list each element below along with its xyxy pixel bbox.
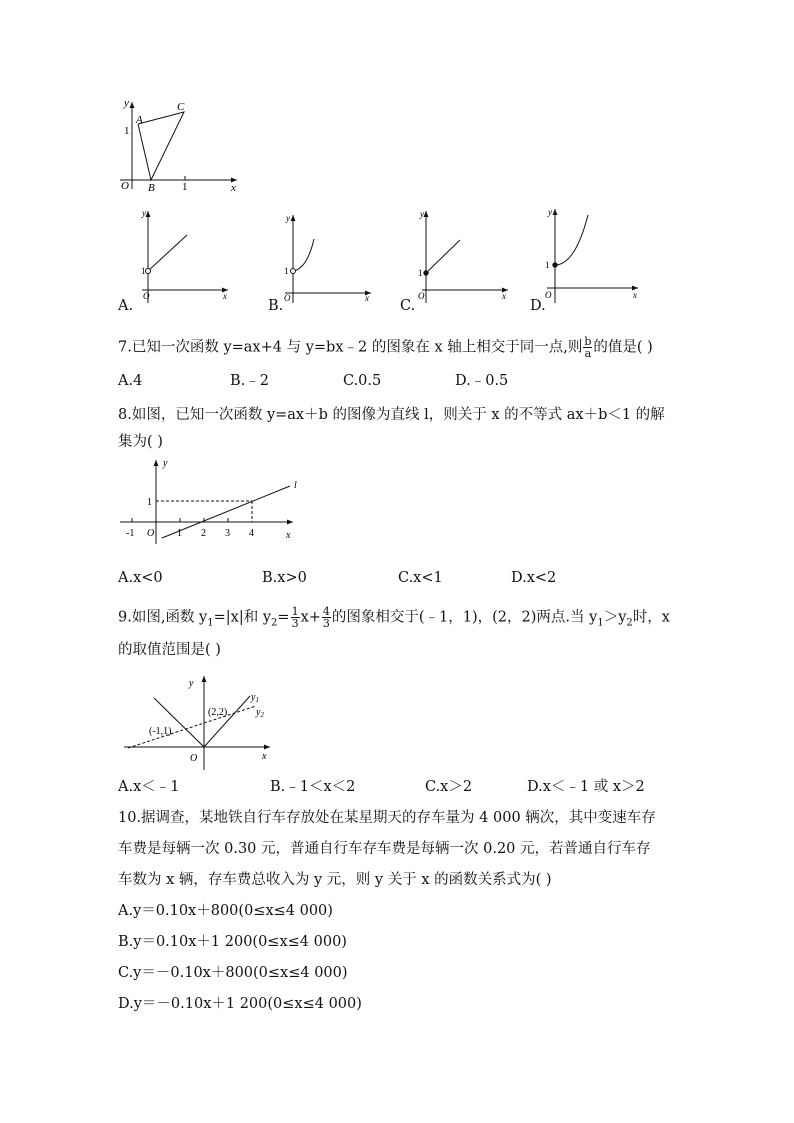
svg-text:x: x (365, 293, 369, 303)
q8-option-a: A.x<0 (118, 570, 163, 586)
point-a-label: A (136, 114, 143, 126)
svg-text:(-1,1): (-1,1) (149, 726, 172, 737)
q7-option-b: B.﹣2 (230, 373, 269, 389)
q7-option-a: A.4 (118, 373, 143, 389)
tick-y-1: 1 (124, 125, 130, 137)
q6-options (118, 205, 658, 315)
q10-option-b: B.y＝0.10x＋1 200(0≤x≤4 000) (118, 934, 347, 950)
svg-text:x: x (502, 291, 506, 301)
q8-stem-line1: 8.如图，已知一次函数 y=ax＋b 的图像为直线 l，则关于 x 的不等式 ax＋b＜1 的解 (118, 407, 665, 423)
q7-stem: 7.已知一次函数 y=ax+4 与 y=bx﹣2 的图象在 x 轴上相交于同一点,则 $\frac{b}{a}$ 的值是( ) (118, 335, 653, 360)
q9-option-a: A.x＜﹣1 (118, 779, 180, 795)
q10-option-c: C.y＝－0.10x＋800(0≤x≤4 000) (118, 965, 348, 981)
point-c-label: C (177, 101, 185, 113)
option-a-graph (138, 205, 233, 305)
q7-option-d: D.﹣0.5 (455, 373, 509, 389)
svg-text:1: 1 (284, 266, 289, 276)
option-b-graph (281, 205, 376, 305)
q8-option-d: D.x<2 (511, 570, 557, 586)
svg-text:x: x (223, 291, 227, 301)
svg-text:O: O (284, 293, 291, 303)
q8-option-c: C.x<1 (398, 570, 443, 586)
triangle-figure (112, 94, 247, 194)
q8-option-b: B.x>0 (262, 570, 307, 586)
svg-text:x: x (262, 751, 267, 762)
q7-fraction: $\frac{b}{a}$ (584, 335, 592, 360)
q10-stem-line3: 车数为 x 辆，存车费总收入为 y 元，则 y 关于 x 的函数关系式为( ) (118, 872, 552, 888)
q8-graph (118, 456, 303, 551)
tick-x-1: 1 (182, 181, 188, 193)
svg-text:O: O (545, 290, 552, 300)
q7-option-c: C.0.5 (343, 373, 382, 389)
svg-text:y: y (548, 207, 552, 217)
svg-text:(2,2): (2,2) (208, 707, 228, 718)
q9-option-d: D.x＜﹣1 或 x＞2 (527, 779, 645, 795)
svg-text:3: 3 (225, 528, 230, 539)
svg-text:O: O (147, 528, 155, 539)
svg-text:O: O (418, 291, 425, 301)
svg-text:4: 4 (249, 528, 254, 539)
axis-x-label: x (231, 182, 236, 194)
q10-option-d: D.y＝－0.10x＋1 200(0≤x≤4 000) (118, 996, 362, 1012)
svg-text:1: 1 (141, 266, 146, 276)
svg-text:O: O (190, 753, 198, 764)
svg-text:1: 1 (418, 268, 423, 278)
svg-text:y: y (163, 458, 168, 469)
svg-text:y: y (286, 213, 290, 223)
q9-stem-line1: 9.如图,函数 $y_1=|x|$和 $y_2=$ $\frac{1}{3}$ x+ $\frac{4}{3}$ 的图象相交于(﹣1，1)，(2，2)两点.当 $y_1>y_2$时，x (118, 605, 670, 630)
svg-text:y1: $y_1$ (251, 692, 259, 704)
origin-label: O (121, 180, 129, 192)
q6-option-d-letter: D. (530, 298, 546, 314)
q10-option-a: A.y＝0.10x＋800(0≤x≤4 000) (118, 903, 333, 919)
svg-text:-1: -1 (126, 528, 135, 539)
svg-text:1: 1 (147, 497, 152, 508)
q9-option-c: C.x＞2 (425, 779, 473, 795)
svg-text:y: y (189, 678, 194, 689)
point-b-label: B (148, 182, 155, 194)
svg-text:y: y (142, 208, 146, 218)
q6-option-c-letter: C. (400, 298, 416, 314)
q9-stem-line2: 的取值范围是( ) (118, 642, 221, 658)
svg-text:x: x (633, 290, 637, 300)
q9-option-b: B.﹣1＜x＜2 (270, 779, 356, 795)
svg-text:l: l (294, 480, 297, 491)
q6-option-a-letter: A. (118, 298, 134, 314)
svg-text:y: y (420, 209, 424, 219)
svg-text:x: x (286, 530, 291, 541)
svg-text:1: 1 (177, 528, 182, 539)
option-c-graph (418, 205, 513, 305)
q9-graph (124, 668, 274, 773)
q8-stem-line2: 集为( ) (118, 434, 163, 450)
svg-text:1: 1 (545, 260, 550, 270)
svg-text:y2: $y_2$ (256, 707, 264, 719)
q10-stem-line1: 10.据调查，某地铁自行车存放处在某星期天的存车量为 4 000 辆次，其中变速车存 (118, 810, 656, 826)
svg-text:O: O (143, 291, 150, 301)
svg-text:2: 2 (201, 528, 206, 539)
axis-y-label: y (124, 97, 129, 109)
option-d-graph (543, 205, 643, 305)
q10-stem-line2: 车费是每辆一次 0.30 元，普通自行车存车费是每辆一次 0.20 元，若普通自行车存 (118, 841, 651, 857)
q6-option-b-letter: B. (268, 298, 284, 314)
